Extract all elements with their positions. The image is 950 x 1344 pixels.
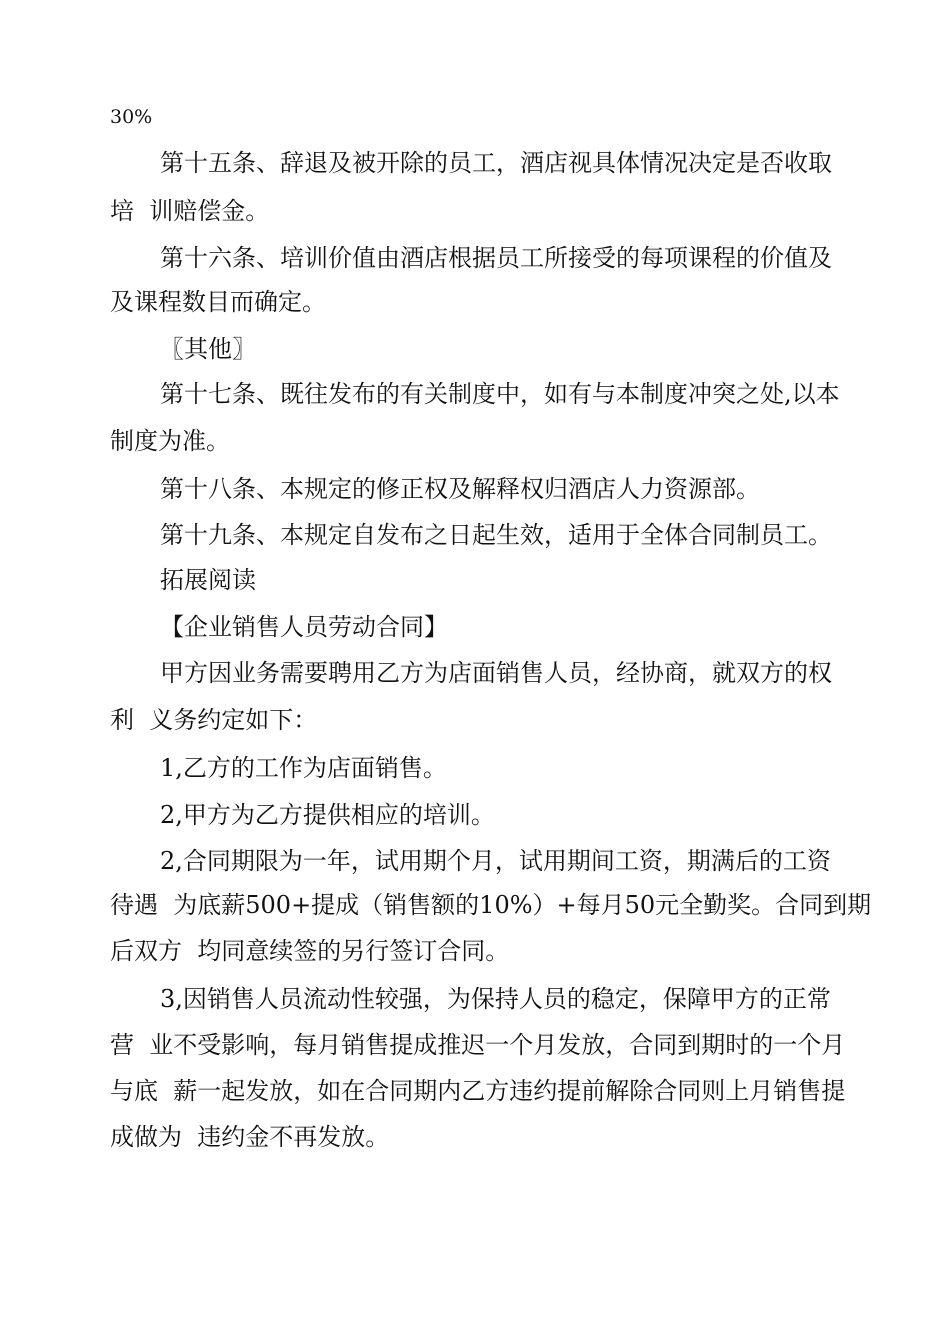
article-17-line-1: 第十七条、既往发布的有关制度中，如有与本制度冲突之处,以本 [160, 380, 840, 408]
contract-title: 【企业销售人员劳动合同】 [160, 613, 448, 641]
clause-2b-line-3: 后双方 均同意续签的另行签订合同。 [110, 937, 510, 965]
clause-2b-line-1: 2,合同期限为一年，试用期个月，试用期间工资，期满后的工资 [160, 847, 831, 875]
extended-reading-heading: 拓展阅读 [160, 566, 256, 594]
contract-intro-line-1: 甲方因业务需要聘用乙方为店面销售人员，经协商，就双方的权 [160, 659, 832, 687]
article-19: 第十九条、本规定自发布之日起生效，适用于全体合同制员工。 [160, 521, 832, 549]
article-15-line-2: 培 训赔偿金。 [110, 197, 270, 225]
clause-1: 1,乙方的工作为店面销售。 [160, 754, 447, 782]
clause-3-line-1: 3,因销售人员流动性较强，为保持人员的稳定，保障甲方的正常 [160, 985, 831, 1013]
clause-3-line-3: 与底 薪一起发放，如在合同期内乙方违约提前解除合同则上月销售提 [110, 1077, 846, 1105]
clause-3-line-4: 成做为 违约金不再发放。 [110, 1123, 390, 1151]
contract-intro-line-2: 利 义务约定如下： [110, 706, 318, 734]
article-16-line-2: 及课程数目而确定。 [110, 288, 326, 316]
clause-2a: 2,甲方为乙方提供相应的培训。 [160, 801, 495, 829]
article-15-line-1: 第十五条、辞退及被开除的员工，酒店视具体情况决定是否收取 [160, 149, 832, 177]
clause-2b-line-2: 待遇 为底薪500+提成（销售额的10%）+每月50元全勤奖。合同到期 [110, 891, 872, 919]
clause-3-line-2: 营 业不受影响，每月销售提成推迟一个月发放，合同到期时的一个月 [110, 1031, 846, 1059]
article-17-line-2: 制度为准。 [110, 427, 230, 455]
section-heading-other: 〖其他〗 [160, 335, 256, 363]
text-line: 30% [110, 106, 153, 128]
article-16-line-1: 第十六条、培训价值由酒店根据员工所接受的每项课程的价值及 [160, 244, 832, 272]
article-18: 第十八条、本规定的修正权及解释权归酒店人力资源部。 [160, 475, 760, 503]
